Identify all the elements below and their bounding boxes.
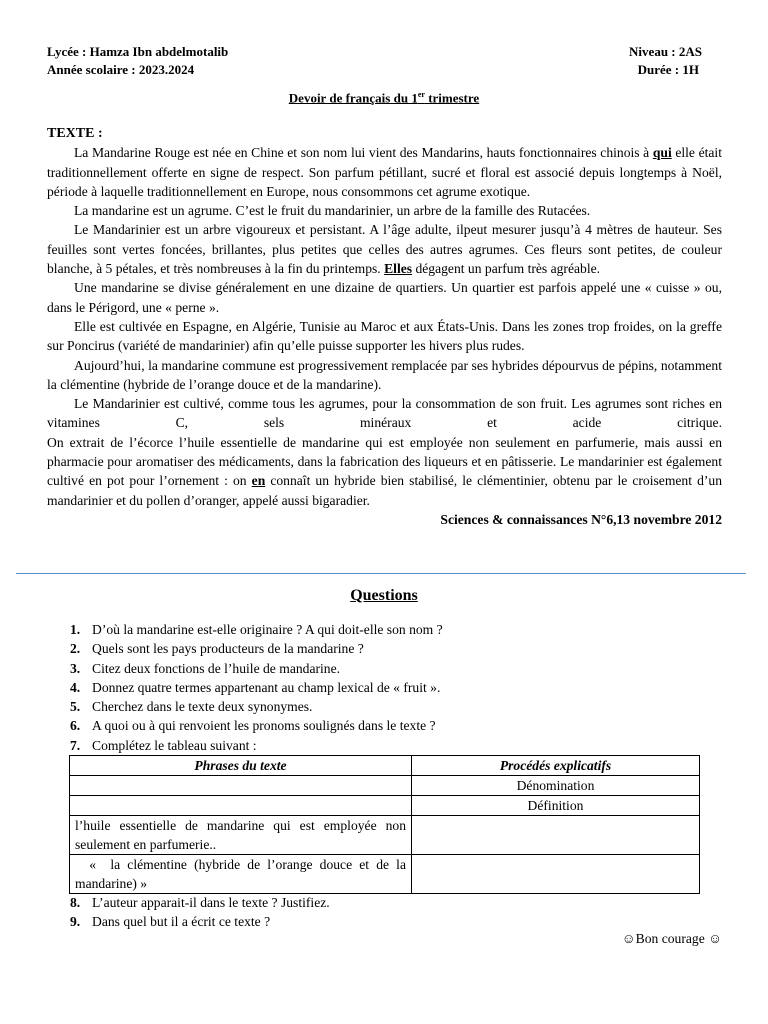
table-header-phrases: Phrases du texte	[70, 756, 412, 776]
table-cell	[70, 776, 412, 796]
paragraph-8: On extrait de l’écorce l’huile essentielle de mandarine qui est employée non seulement en parfumerie, mais aussi en pharmacie pour aromatiser des médicaments, dans la fabrication des liqueurs et en pâtisserie. Le mandarinier est également cultivé en pot pour l’ornement : on en connaît un hybride bien stabilisé, le clémentinier, obtenu par le croisement d’un mandarinier et du pollen d’oranger, appelé aussi bigaradier.	[47, 434, 722, 508]
table-cell	[412, 855, 700, 894]
questions-list-continued	[70, 893, 720, 932]
questions-list	[70, 620, 720, 755]
question-item: 9. Dans quel but il a écrit ce texte ?	[70, 914, 271, 930]
question-item: 3. Citez deux fonctions de l’huile de mandarine.	[70, 660, 341, 676]
table-cell	[412, 816, 700, 855]
school-year: Année scolaire : 2023.2024	[47, 62, 195, 77]
table-row	[70, 855, 700, 894]
table-cell: Dénomination	[412, 776, 700, 796]
paragraph-4: Une mandarine se divise généralement en une dizaine de quartiers. Un quartier est parfois appelé une « cuisse » ou, dans le Périgord, une « perne ».	[47, 280, 722, 315]
completion-table	[69, 755, 700, 894]
paragraph-2: La mandarine est un agrume. C’est le fruit du mandarinier, un arbre de la famille des Rutacées.	[74, 203, 591, 219]
text-label: TEXTE :	[47, 126, 103, 141]
question-item: 8. L’auteur apparait-il dans le texte ? Justifiez.	[70, 895, 330, 910]
question-item: 5. Cherchez dans le texte deux synonymes.	[70, 699, 313, 715]
underlined-pronoun-en: en	[251, 473, 266, 489]
table-row	[70, 796, 700, 816]
paragraph-6: Aujourd’hui, la mandarine commune est progressivement remplacée par ses hybrides dépourvus de pépins, notamment la clémentine (hybride de l’orange douce et de la mandarine).	[47, 357, 722, 392]
source-citation: Sciences & connaissances N°6,13 novembre 2012	[440, 511, 722, 527]
school-name: Lycée : Hamza Ibn abdelmotalib	[47, 44, 229, 59]
closing-message: ☺Bon courage ☺	[621, 931, 722, 946]
question-item: 6. A quoi ou à qui renvoient les pronoms soulignés dans le texte ?	[70, 718, 436, 734]
table-cell: Définition	[412, 796, 700, 816]
table-cell	[70, 796, 412, 816]
page-title: Devoir de français du 1er trimestre	[288, 90, 480, 106]
table-header-procedes: Procédés explicatifs	[412, 756, 700, 776]
question-item: 7. Complétez le tableau suivant :	[70, 737, 257, 753]
table-cell: « la clémentine (hybride de l’orange douce et de la mandarine) »	[70, 855, 412, 894]
header-right	[629, 43, 702, 79]
header-left	[47, 43, 228, 79]
level: Niveau : 2AS	[629, 44, 702, 59]
underlined-pronoun-elles: Elles	[384, 261, 413, 277]
underlined-pronoun-qui: qui	[652, 145, 672, 161]
duration: Durée : 1H	[637, 62, 699, 77]
question-item: 1. D’où la mandarine est-elle originaire ? A qui doit-elle son nom ?	[70, 622, 443, 637]
table-cell: l’huile essentielle de mandarine qui est employée non seulement en parfumerie..	[70, 816, 412, 855]
question-item: 4. Donnez quatre termes appartenant au champ lexical de « fruit ».	[70, 679, 441, 695]
section-divider	[16, 573, 746, 574]
questions-title: Questions	[350, 587, 418, 604]
paragraph-1: La Mandarine Rouge est née en Chine et son nom lui vient des Mandarins, hauts fonctionnaires chinois à qui elle était traditionnellement offerte en signe de respect. Son parfum pétillant, sucré et floral est associé depuis longtemps à Noël, période à laquelle traditionnellement en Europe, nous consommons cet agrume exotique.	[47, 145, 722, 199]
paragraph-5: Elle est cultivée en Espagne, en Algérie, Tunisie au Maroc et aux États-Unis. Dans les zones trop froides, on la greffe sur Poncirus (variété de mandarinier) afin qu’elle puisse supporter les hivers plus rudes.	[47, 318, 722, 354]
table-row	[70, 776, 700, 796]
question-item: 2. Quels sont les pays producteurs de la mandarine ?	[70, 641, 364, 657]
text-passage	[47, 124, 722, 529]
table-row	[70, 816, 700, 855]
paragraph-7: Le Mandarinier est cultivé, comme tous les agrumes, pour la consommation de son fruit. Les agrumes sont riches en vitamines C, sels minéraux et acide citrique.	[47, 396, 722, 431]
paragraph-3: Le Mandarinier est un arbre vigoureux et persistant. A l’âge adulte, ilpeut mesurer jusqu’à 4 mètres de hauteur. Ses feuilles sont vertes foncées, brillantes, plus petites que celles des autres agrumes. Ces fleurs sont petites, de couleur blanche, à 5 pétales, et très nombreuses à la fin du printemps. Elles dégagent un parfum très agréable.	[47, 222, 722, 277]
